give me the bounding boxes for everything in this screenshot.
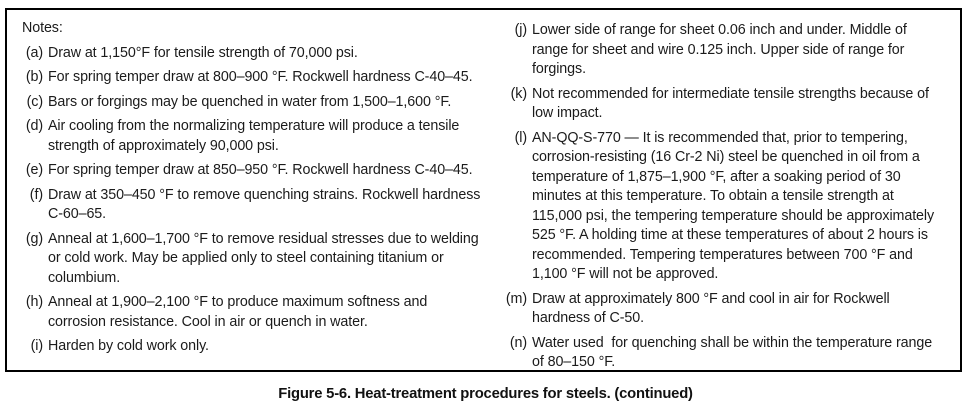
note-label-n: (n) bbox=[509, 334, 527, 351]
note-item-c bbox=[17, 93, 483, 113]
note-text-l: AN-QQ-S-770 — It is recommended that, prior to tempering, corrosion-resisting (16 Cr-2 Ni) steel be quenched in oil from a temperature of 1,875–1,900 °F, after a soaking period of 30 minutes at this temperature. To obtain a tensile strength at 115,000 psi, the tempering temperature should be approximately 525 °F. A holding time at these temperatures of about 2 hours is recommended. Tempering temperatures between 700 °F and 1,100 °F will not be approved. bbox=[532, 129, 938, 282]
notes-box bbox=[5, 8, 962, 372]
note-item-m bbox=[501, 290, 940, 329]
note-label-j: (j) bbox=[514, 22, 527, 38]
note-text-d: Air cooling from the normalizing temperature will produce a tensile strength of approximately 90,000 psi. bbox=[48, 118, 464, 154]
note-text-e: For spring temper draw at 850–950 °F. Rockwell hardness C-40–45. bbox=[48, 162, 473, 178]
note-item-b bbox=[17, 68, 483, 88]
note-label-f: (f) bbox=[29, 186, 43, 203]
note-text-i: Harden by cold work only. bbox=[48, 338, 209, 354]
notes-heading: Notes: bbox=[22, 20, 63, 36]
note-label-k: (k) bbox=[510, 85, 527, 102]
note-item-l bbox=[501, 129, 940, 285]
note-item-g bbox=[17, 230, 483, 289]
note-item-j bbox=[501, 21, 940, 80]
note-text-j: Lower side of range for sheet 0.06 inch and under. Middle of range for sheet and wire 0.125 inch. Upper side of range for forgings. bbox=[532, 22, 911, 77]
note-label-a: (a) bbox=[25, 44, 43, 61]
note-label-c: (c) bbox=[26, 93, 43, 110]
note-label-e: (e) bbox=[25, 162, 43, 178]
note-item-e bbox=[17, 161, 483, 181]
note-text-f: Draw at 350–450 °F to remove quenching strains. Rockwell hardness C-60–65. bbox=[48, 186, 485, 222]
note-item-d bbox=[17, 117, 483, 156]
note-label-h: (h) bbox=[25, 294, 43, 310]
note-text-m: Draw at approximately 800 °F and cool in air for Rockwell hardness of C-50. bbox=[532, 290, 894, 326]
notes-column-left bbox=[7, 10, 483, 370]
note-text-k: Not recommended for intermediate tensile strengths because of low impact. bbox=[532, 85, 933, 121]
note-item-h bbox=[17, 293, 483, 332]
notes-column-right bbox=[483, 10, 960, 370]
note-text-b: For spring temper draw at 800–900 °F. Rockwell hardness C-40–45. bbox=[48, 69, 473, 85]
note-item-a bbox=[17, 44, 483, 64]
note-text-g: Anneal at 1,600–1,700 °F to remove residual stresses due to welding or cold work. May be applied only to steel containing titanium or columbium. bbox=[48, 230, 483, 286]
note-text-h: Anneal at 1,900–2,100 °F to produce maximum softness and corrosion resistance. Cool in air or quench in water. bbox=[48, 294, 432, 330]
note-text-n: Water used for quenching shall be within the temperature range of 80–150 °F. bbox=[532, 334, 936, 370]
figure-caption: Figure 5-6. Heat-treatment procedures for steels. (continued) bbox=[278, 386, 693, 402]
note-text-c: Bars or forgings may be quenched in water from 1,500–1,600 °F. bbox=[48, 93, 452, 110]
note-label-i: (i) bbox=[30, 338, 43, 354]
note-item-f bbox=[17, 186, 483, 225]
note-label-g: (g) bbox=[25, 230, 43, 247]
note-text-a: Draw at 1,150°F for tensile strength of 70,000 psi. bbox=[48, 44, 358, 61]
note-label-b: (b) bbox=[25, 69, 43, 85]
note-label-m: (m) bbox=[505, 290, 527, 307]
note-item-n bbox=[501, 334, 940, 373]
note-item-i bbox=[17, 337, 483, 357]
note-item-k bbox=[501, 85, 940, 124]
note-label-d: (d) bbox=[25, 118, 43, 134]
note-label-l: (l) bbox=[514, 129, 527, 146]
